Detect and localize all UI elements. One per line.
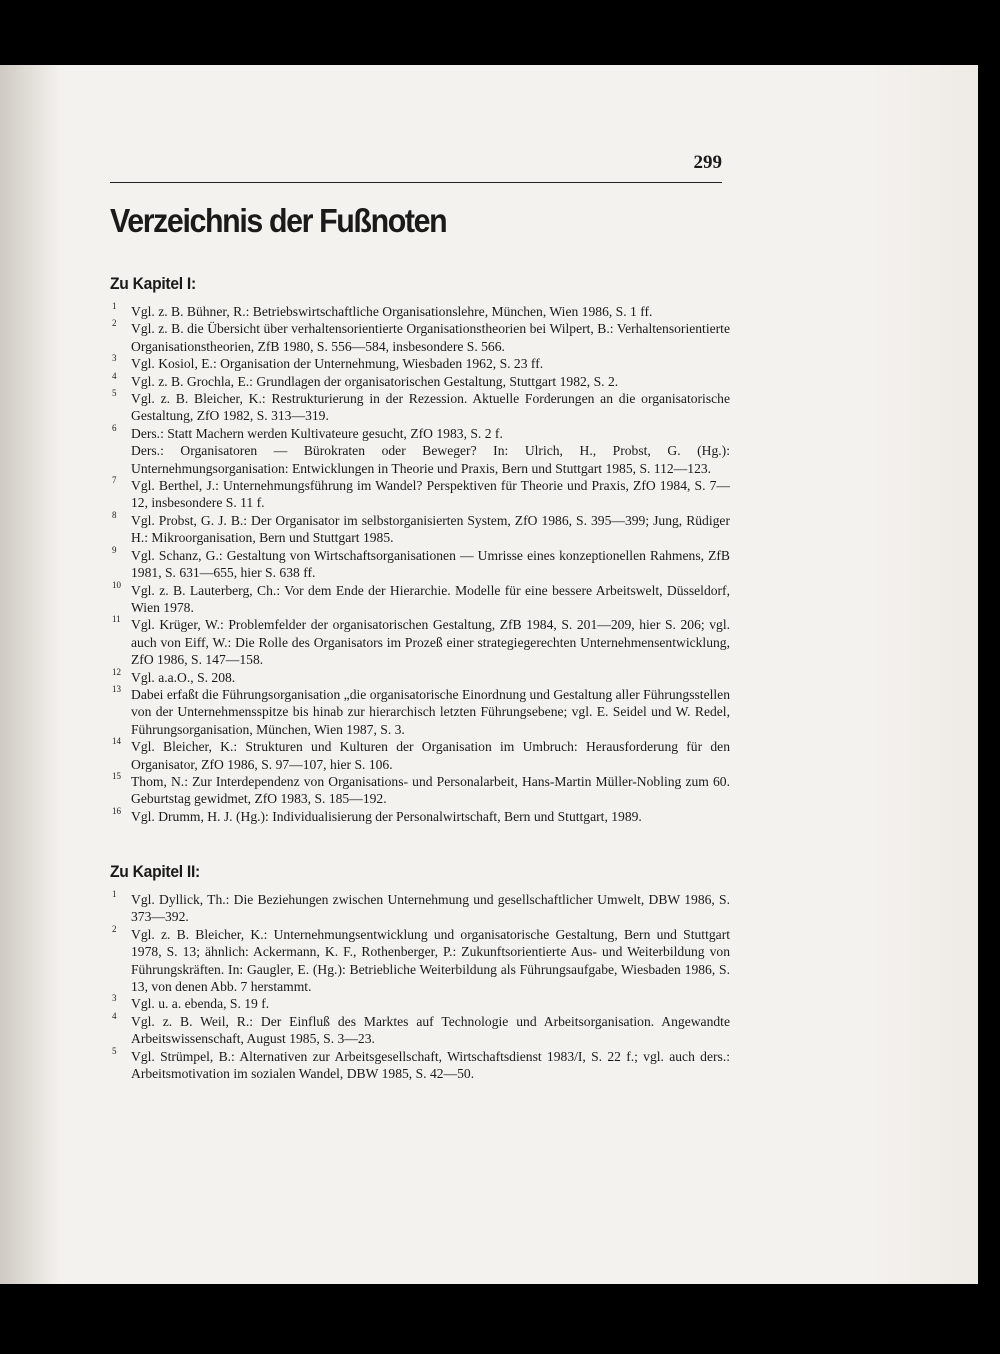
footnote xyxy=(110,1010,730,1048)
footnote-text: Vgl. Schanz, G.: Gestaltung von Wirtschaftsorganisationen — Umrisse eines konzeptionellen Rahmens, ZfB 1981, S. 631—655, hier S. 638 ff. xyxy=(131,547,730,581)
footnote-text: Ders.: Organisatoren — Bürokraten oder Beweger? In: Ulrich, H., Probst, G. (Hg.): Unternehmungsorganisation: Entwicklungen in Theorie und Praxis, Bern und Stuttgart 1985, S. 112—123. xyxy=(131,443,730,476)
footnote-number: 11 xyxy=(112,614,121,625)
footnote xyxy=(110,805,730,825)
footnote-text: Vgl. z. B. Lauterberg, Ch.: Vor dem Ende der Hierarchie. Modelle für eine bessere Arbeitswelt, Düsseldorf, Wien 1978. xyxy=(131,582,730,615)
footnote-number: 13 xyxy=(112,683,121,694)
footnote-text: Vgl. Kosiol, E.: Organisation der Unternehmung, Wiesbaden 1962, S. 23 ff. xyxy=(131,356,544,372)
footnote-number: 5 xyxy=(112,1045,117,1056)
footnote-number: 2 xyxy=(112,318,117,329)
footnote-number: 4 xyxy=(112,1010,117,1021)
chapter-2-section xyxy=(110,862,730,1082)
footnote-number: 12 xyxy=(112,666,121,677)
chapter-1-footnote-list xyxy=(110,303,730,825)
footnote-text: Vgl. Berthel, J.: Unternehmungsführung im Wandel? Perspektiven für Theorie und Praxis, ZfO 1984, S. 7—12, insbesondere S. 11 f. xyxy=(131,478,730,511)
footnote-number: 10 xyxy=(112,579,121,590)
footnote xyxy=(110,666,730,686)
footnote-number: 16 xyxy=(112,805,121,816)
footnote xyxy=(110,477,730,512)
footnote-number: 15 xyxy=(112,770,121,781)
footnote xyxy=(110,923,730,996)
page-number: 299 xyxy=(693,152,722,173)
chapter-1-heading: Zu Kapitel I: xyxy=(110,274,196,293)
footnote xyxy=(110,738,730,773)
footnote xyxy=(110,422,730,442)
footnote-text: Vgl. Strümpel, B.: Alternativen zur Arbeitsgesellschaft, Wirtschaftsdienst 1983/I, S. 22 f.; vgl. auch ders.: Arbeitsmotivation im sozialen Wandel, DBW 1985, S. 42—50. xyxy=(131,1048,730,1082)
footnote-text: Vgl. z. B. Bühner, R.: Betriebswirtschaftliche Organisationslehre, München, Wien 1986, S. 1 ff. xyxy=(131,304,653,319)
footnote-text: Vgl. z. B. Bleicher, K.: Restrukturierung in der Rezession. Aktuelle Forderungen an die organisatorische Gestaltung, ZfO 1982, S. 313—319. xyxy=(131,391,730,424)
footnote xyxy=(110,442,730,477)
footnote-text: Vgl. Krüger, W.: Problemfelder der organisatorischen Gestaltung, ZfB 1984, S. 201—209, hier S. 206; vgl. auch von Eiff, W.: Die Rolle des Organisators im Prozeß einer strategiegerechten Unternehmensentwicklung, ZfO 1986, S. 147—158. xyxy=(131,617,730,668)
footnote xyxy=(110,320,730,355)
footnote-text: Vgl. Dyllick, Th.: Die Beziehungen zwischen Unternehmung und gesellschaftlicher Umwelt, DBW 1986, S. 373—392. xyxy=(131,892,730,925)
footnote-text: Vgl. z. B. Bleicher, K.: Unternehmungsentwicklung und organisatorische Gestaltung, Bern und Stuttgart 1978, S. 13; ähnlich: Ackermann, K. F., Rothenberger, P.: Zukunftsorientierte Aus- und Weiterbildung von Führungskräften. In: Gaugler, E. (Hg.): Betriebliche Weiterbildung als Führungsaufgabe, Wiesbaden 1986, S. 13, von denen Abb. 7 herstammt. xyxy=(131,926,730,995)
footnote xyxy=(110,891,730,926)
footnote-text: Ders.: Statt Machern werden Kultivateure gesucht, ZfO 1983, S. 2 f. xyxy=(131,425,503,441)
footnote xyxy=(110,616,730,668)
footnote-text: Vgl. Bleicher, K.: Strukturen und Kulturen der Organisation im Umbruch: Herausforderung für den Organisator, ZfO 1986, S. 97—107, hier S. 106. xyxy=(131,739,730,772)
footnote-number: 6 xyxy=(112,422,117,433)
chapter-2-footnote-list xyxy=(110,891,730,1082)
page-edge-shade xyxy=(866,65,978,1284)
book-spine-shadow xyxy=(0,65,60,1284)
footnote-number: 7 xyxy=(112,475,117,486)
footnote-number: 5 xyxy=(112,388,117,399)
footnote-number: 9 xyxy=(112,544,117,555)
footnote xyxy=(110,770,730,808)
footnote-text: Vgl. Drumm, H. J. (Hg.): Individualisierung der Personalwirtschaft, Bern und Stuttgart, 1989. xyxy=(131,808,642,824)
footnote xyxy=(110,355,730,372)
footnote xyxy=(110,544,730,582)
footnote-number: 2 xyxy=(112,923,117,934)
chapter-2-heading: Zu Kapitel II: xyxy=(110,862,200,881)
footnote-text: Thom, N.: Zur Interdependenz von Organisations- und Personalarbeit, Hans-Martin Müller-Nobling zum 60. Geburtstag gewidmet, ZfO 1983, S. 185—192. xyxy=(131,773,730,807)
footnote xyxy=(110,509,730,547)
page-title: Verzeichnis der Fußnoten xyxy=(110,202,447,239)
footnote-number: 3 xyxy=(112,353,117,364)
footnote xyxy=(110,683,731,738)
footnote-text: Vgl. z. B. Weil, R.: Der Einfluß des Marktes auf Technologie und Arbeitsorganisation. Angewandte Arbeitswissenschaft, August 1985, S. 3—23. xyxy=(131,1013,730,1047)
footnote-number: 1 xyxy=(112,889,117,899)
footnote-number: 1 xyxy=(112,301,117,311)
running-header xyxy=(110,150,722,183)
footnote-number: 8 xyxy=(112,509,117,520)
footnote-number: 14 xyxy=(112,736,121,747)
chapter-1-section xyxy=(110,274,730,825)
footnote xyxy=(110,303,730,320)
footnote xyxy=(110,1045,730,1083)
footnote xyxy=(110,390,730,425)
footnote-text: Vgl. u. a. ebenda, S. 19 f. xyxy=(131,996,270,1012)
footnote-text: Dabei erfaßt die Führungsorganisation „die organisatorische Einordnung und Gestaltung aller Führungsstellen von der Unternehmensspitze bis hinab zur hierarchisch letzten Führungsebene; vgl. E. Seidel und W. Redel, Führungsorganisation, München, Wien 1987, S. 3. xyxy=(131,686,731,737)
footnote-number: 4 xyxy=(112,370,117,381)
footnote xyxy=(110,995,730,1012)
footnote-text: Vgl. a.a.O., S. 208. xyxy=(131,669,236,685)
footnote xyxy=(110,370,730,390)
footnote xyxy=(110,579,730,617)
footnote-text: Vgl. Probst, G. J. B.: Der Organisator im selbstorganisierten System, ZfO 1986, S. 395—399; Jung, Rüdiger H.: Mikroorganisation, Bern und Stuttgart 1985. xyxy=(131,512,730,546)
footnote-number: 3 xyxy=(112,993,117,1004)
footnote-text: Vgl. z. B. die Übersicht über verhaltensorientierte Organisationstheorien bei Wilpert, B.: Verhaltensorientierte Organisationstheorien, ZfB 1980, S. 556—584, insbesondere S. 566. xyxy=(131,321,730,354)
footnote-text: Vgl. z. B. Grochla, E.: Grundlagen der organisatorischen Gestaltung, Stuttgart 1982, S. 2. xyxy=(131,373,619,389)
